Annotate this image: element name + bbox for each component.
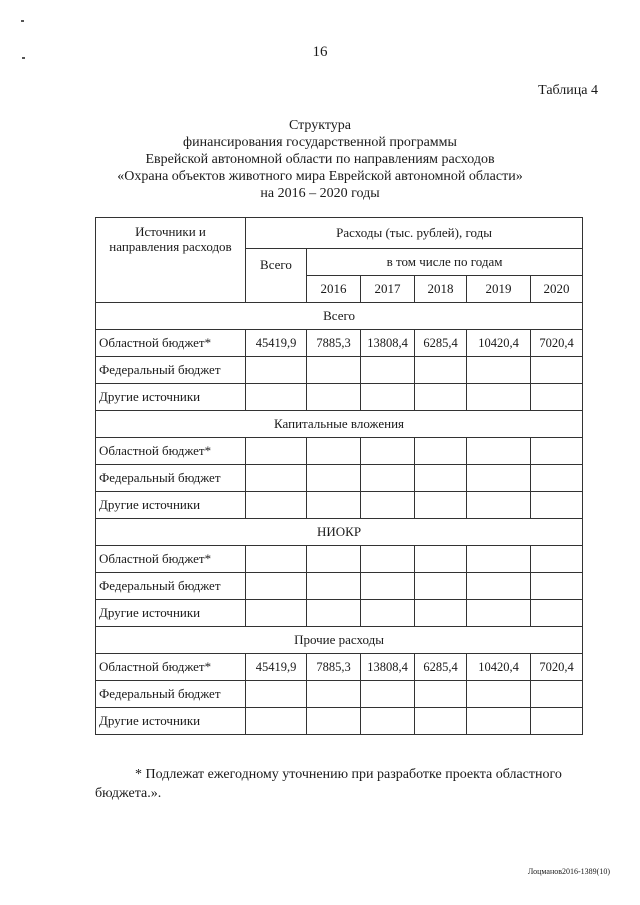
year-value-cell — [361, 600, 415, 627]
section-title: Прочие расходы — [96, 627, 583, 654]
year-value-cell — [467, 465, 531, 492]
total-value-cell — [246, 600, 307, 627]
year-value-cell — [361, 546, 415, 573]
year-value-cell — [467, 546, 531, 573]
year-value-cell: 7020,4 — [531, 654, 583, 681]
source-label: Другие источники — [96, 708, 246, 735]
year-value-cell — [531, 681, 583, 708]
header-year: 2017 — [361, 276, 415, 303]
title-line: «Охрана объектов животного мира Еврейской автономной области» — [117, 169, 523, 184]
table-row — [96, 384, 583, 411]
source-label: Федеральный бюджет — [96, 573, 246, 600]
header-year: 2020 — [531, 276, 583, 303]
total-value-cell — [246, 546, 307, 573]
section-title: Капитальные вложения — [96, 411, 583, 438]
year-value-cell — [415, 708, 467, 735]
year-value-cell — [415, 492, 467, 519]
section-row — [96, 411, 583, 438]
table-row — [96, 573, 583, 600]
header-by-years: в том числе по годам — [307, 249, 583, 276]
year-value-cell — [307, 573, 361, 600]
year-value-cell: 6285,4 — [415, 330, 467, 357]
year-value-cell — [467, 600, 531, 627]
total-value-cell — [246, 384, 307, 411]
total-value-cell: 45419,9 — [246, 330, 307, 357]
footnote: * Подлежат ежегодному уточнению при разработке проекта областного бюджета.». — [95, 767, 562, 801]
table-row — [96, 654, 583, 681]
table-title — [60, 117, 580, 202]
header-year: 2016 — [307, 276, 361, 303]
total-value-cell — [246, 465, 307, 492]
section-row — [96, 627, 583, 654]
header-expenses: Расходы (тыс. рублей), годы — [246, 218, 583, 249]
title-line: на 2016 – 2020 годы — [260, 186, 380, 201]
year-value-cell — [307, 438, 361, 465]
page-number: 16 — [312, 44, 328, 60]
year-value-cell: 13808,4 — [361, 654, 415, 681]
header-sources: Источники и направления расходов — [96, 218, 246, 303]
year-value-cell — [415, 600, 467, 627]
year-value-cell — [361, 573, 415, 600]
table-row — [96, 438, 583, 465]
year-value-cell — [361, 708, 415, 735]
year-value-cell — [467, 681, 531, 708]
source-label: Федеральный бюджет — [96, 357, 246, 384]
year-value-cell — [415, 357, 467, 384]
year-value-cell — [307, 708, 361, 735]
year-value-cell — [467, 708, 531, 735]
year-value-cell — [361, 681, 415, 708]
table-row — [96, 708, 583, 735]
table-row — [96, 681, 583, 708]
total-value-cell — [246, 438, 307, 465]
year-value-cell — [361, 357, 415, 384]
year-value-cell — [307, 357, 361, 384]
year-value-cell — [531, 438, 583, 465]
section-row — [96, 303, 583, 330]
year-value-cell — [307, 492, 361, 519]
table-row — [96, 492, 583, 519]
total-value-cell — [246, 357, 307, 384]
year-value-cell — [415, 546, 467, 573]
total-value-cell — [246, 573, 307, 600]
source-label: Областной бюджет* — [96, 330, 246, 357]
total-value-cell — [246, 681, 307, 708]
year-value-cell — [307, 681, 361, 708]
year-value-cell — [531, 573, 583, 600]
year-value-cell — [361, 465, 415, 492]
funding-structure-table — [95, 217, 583, 735]
year-value-cell: 10420,4 — [467, 330, 531, 357]
year-value-cell — [415, 465, 467, 492]
total-value-cell: 45419,9 — [246, 654, 307, 681]
section-title: Всего — [96, 303, 583, 330]
section-title: НИОКР — [96, 519, 583, 546]
year-value-cell — [415, 384, 467, 411]
header-total: Всего — [246, 249, 307, 303]
section-row — [96, 519, 583, 546]
year-value-cell — [361, 384, 415, 411]
year-value-cell — [531, 708, 583, 735]
year-value-cell — [467, 384, 531, 411]
year-value-cell — [531, 546, 583, 573]
table-body — [96, 303, 583, 735]
source-label: Федеральный бюджет — [96, 681, 246, 708]
source-label: Областной бюджет* — [96, 654, 246, 681]
table-row — [96, 357, 583, 384]
year-value-cell: 13808,4 — [361, 330, 415, 357]
source-label: Другие источники — [96, 384, 246, 411]
header-year: 2019 — [467, 276, 531, 303]
source-label: Другие источники — [96, 600, 246, 627]
document-code: Лоцманов2016-1389(10) — [527, 867, 610, 876]
source-label: Федеральный бюджет — [96, 465, 246, 492]
year-value-cell — [531, 384, 583, 411]
year-value-cell — [531, 492, 583, 519]
year-value-cell — [415, 573, 467, 600]
year-value-cell — [531, 465, 583, 492]
year-value-cell: 6285,4 — [415, 654, 467, 681]
title-line: Структура — [288, 118, 352, 133]
total-value-cell — [246, 492, 307, 519]
year-value-cell — [531, 600, 583, 627]
year-value-cell — [307, 546, 361, 573]
year-value-cell: 10420,4 — [467, 654, 531, 681]
total-value-cell — [246, 708, 307, 735]
year-value-cell — [307, 465, 361, 492]
year-value-cell — [467, 492, 531, 519]
source-label: Другие источники — [96, 492, 246, 519]
year-value-cell — [467, 573, 531, 600]
year-value-cell — [361, 438, 415, 465]
source-label: Областной бюджет* — [96, 438, 246, 465]
table-row — [96, 600, 583, 627]
header-year: 2018 — [415, 276, 467, 303]
year-value-cell — [467, 438, 531, 465]
source-label: Областной бюджет* — [96, 546, 246, 573]
table-row — [96, 546, 583, 573]
year-value-cell — [415, 438, 467, 465]
table-row — [96, 465, 583, 492]
title-line: Еврейской автономной области по направлениям расходов — [145, 152, 495, 167]
year-value-cell: 7885,3 — [307, 654, 361, 681]
year-value-cell — [307, 600, 361, 627]
scan-mark — [21, 20, 24, 22]
year-value-cell — [531, 357, 583, 384]
table-row — [96, 330, 583, 357]
year-value-cell: 7885,3 — [307, 330, 361, 357]
title-line: финансирования государственной программы — [183, 135, 457, 150]
table-label: Таблица 4 — [538, 83, 598, 98]
year-value-cell — [467, 357, 531, 384]
year-value-cell: 7020,4 — [531, 330, 583, 357]
year-value-cell — [307, 384, 361, 411]
year-value-cell — [415, 681, 467, 708]
year-value-cell — [361, 492, 415, 519]
